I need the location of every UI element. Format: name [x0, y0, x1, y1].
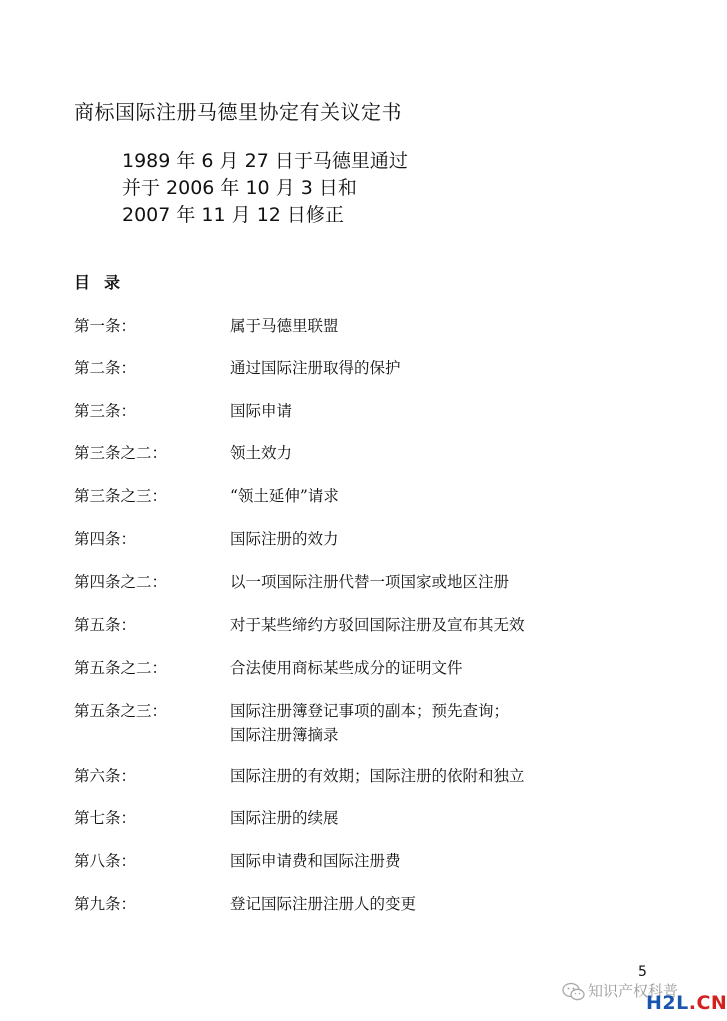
document-title: 商标国际注册马德里协定有关议定书 [74, 100, 402, 124]
article-title: 国际申请费和国际注册费 [230, 852, 401, 870]
article-title: 国际申请 [230, 402, 293, 420]
article-number: 第三条之二： [74, 444, 168, 462]
article-title: 合法使用商标某些成分的证明文件 [230, 659, 463, 677]
article-number: 第五条： [74, 616, 137, 634]
article-title: 属于马德里联盟 [230, 317, 339, 335]
article-title: 以一项国际注册代替一项国家或地区注册 [230, 573, 510, 591]
adoption-line: 1989 年 6 月 27 日于马德里通过 [122, 150, 408, 172]
article-number: 第一条： [74, 317, 137, 335]
article-number: 第九条： [74, 895, 137, 913]
article-title: 领土效力 [230, 444, 293, 462]
adoption-line: 2007 年 11 月 12 日修正 [122, 204, 344, 226]
article-number: 第五条之二： [74, 659, 168, 677]
watermark [560, 978, 727, 1016]
toc-heading: 目录 [74, 273, 135, 292]
article-title: 国际注册的效力 [230, 530, 339, 548]
article-number: 第二条： [74, 359, 137, 377]
article-title: 登记国际注册注册人的变更 [230, 895, 417, 913]
wechat-icon [562, 982, 586, 1002]
article-title: 国际注册簿登记事项的副本；预先查询； [230, 702, 510, 720]
article-number: 第三条之三： [74, 487, 168, 505]
logo-part: H2L [646, 992, 689, 1014]
article-number: 第四条之二： [74, 573, 168, 591]
watermark-text: 知识产权科普 [588, 982, 679, 1000]
adoption-line: 并于 2006 年 10 月 3 日和 [122, 177, 357, 199]
article-title: “领土延伸”请求 [230, 487, 339, 505]
article-title: 对于某些缔约方驳回国际注册及宣布其无效 [230, 616, 525, 634]
adoption-note [122, 148, 408, 229]
article-number: 第五条之三： [74, 702, 168, 720]
article-number: 第七条： [74, 809, 137, 827]
article-title-continued: 国际注册簿摘录 [230, 726, 339, 744]
site-logo [646, 992, 727, 1014]
logo-part: .CN [688, 992, 727, 1014]
article-title: 通过国际注册取得的保护 [230, 359, 401, 377]
article-title: 国际注册的有效期；国际注册的依附和独立 [230, 767, 525, 785]
article-number: 第三条： [74, 402, 137, 420]
page-number: 5 [638, 964, 647, 980]
article-number: 第四条： [74, 530, 137, 548]
article-title: 国际注册的续展 [230, 809, 339, 827]
article-number: 第六条： [74, 767, 137, 785]
article-number: 第八条： [74, 852, 137, 870]
